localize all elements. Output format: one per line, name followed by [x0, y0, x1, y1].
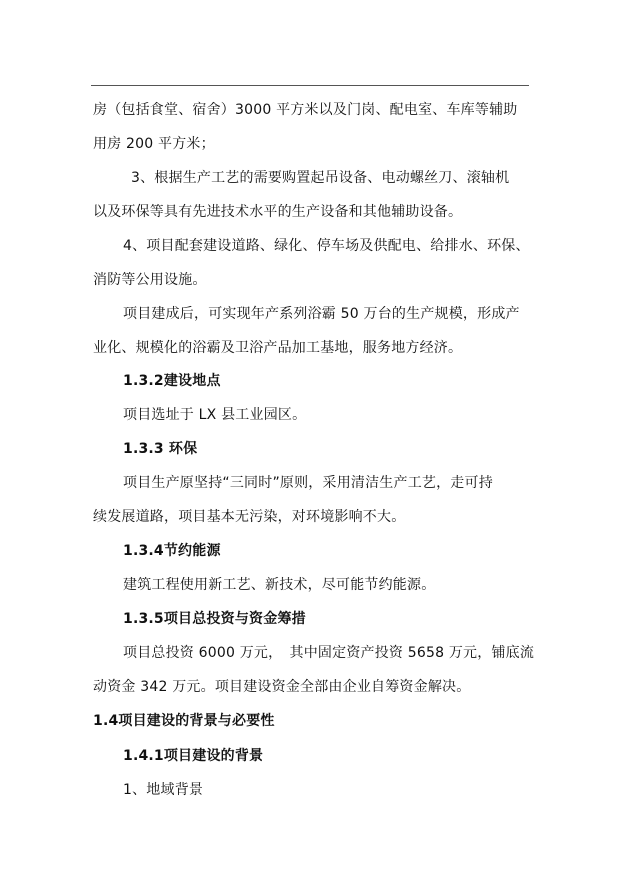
list-item-3-line: 以及环保等具有先进技术水平的生产设备和其他辅助设备。 [93, 204, 463, 220]
section-heading-1-3-5: 1.3.5项目总投资与资金筹措 [123, 611, 306, 627]
body-text-line: 项目生产原坚持“三同时”原则，采用清洁生产工艺，走可持 [123, 475, 493, 491]
body-text-line: 项目总投资 6000 万元， 其中固定资产投资 5658 万元，铺底流 [123, 645, 535, 661]
body-text-line: 项目建成后，可实现年产系列浴霸 50 万台的生产规模，形成产 [123, 306, 520, 322]
body-text-line: 建筑工程使用新工艺、新技术，尽可能节约能源。 [123, 577, 436, 593]
body-text-line: 动资金 342 万元。项目建设资金全部由企业自筹资金解决。 [93, 679, 471, 695]
body-text-line: 续发展道路，项目基本无污染，对环境影响不大。 [93, 509, 406, 525]
section-heading-1-3-2: 1.3.2建设地点 [123, 373, 221, 389]
body-text-line: 用房 200 平方米； [93, 136, 215, 152]
list-item-4-line: 消防等公用设施。 [93, 272, 207, 288]
body-text-line: 项目选址于 LX 县工业园区。 [123, 407, 307, 423]
body-text-line: 房（包括食堂、宿舍）3000 平方米以及门岗、配电室、车库等辅助 [93, 102, 518, 118]
list-item-4-line: 4、项目配套建设道路、绿化、停车场及供配电、给排水、环保、 [123, 238, 530, 254]
list-item-3-line: 3、根据生产工艺的需要购置起吊设备、电动螺丝刀、滚轴机 [131, 170, 510, 186]
section-heading-1-3-3: 1.3.3 环保 [123, 441, 198, 457]
section-heading-1-4-1: 1.4.1项目建设的背景 [123, 748, 264, 764]
body-text-line: 业化、规模化的浴霸及卫浴产品加工基地，服务地方经济。 [93, 340, 463, 356]
section-heading-1-3-4: 1.3.4节约能源 [123, 543, 221, 559]
section-heading-1-4: 1.4项目建设的背景与必要性 [93, 713, 275, 729]
list-item-1: 1、地域背景 [123, 782, 204, 798]
header-rule [91, 85, 529, 86]
